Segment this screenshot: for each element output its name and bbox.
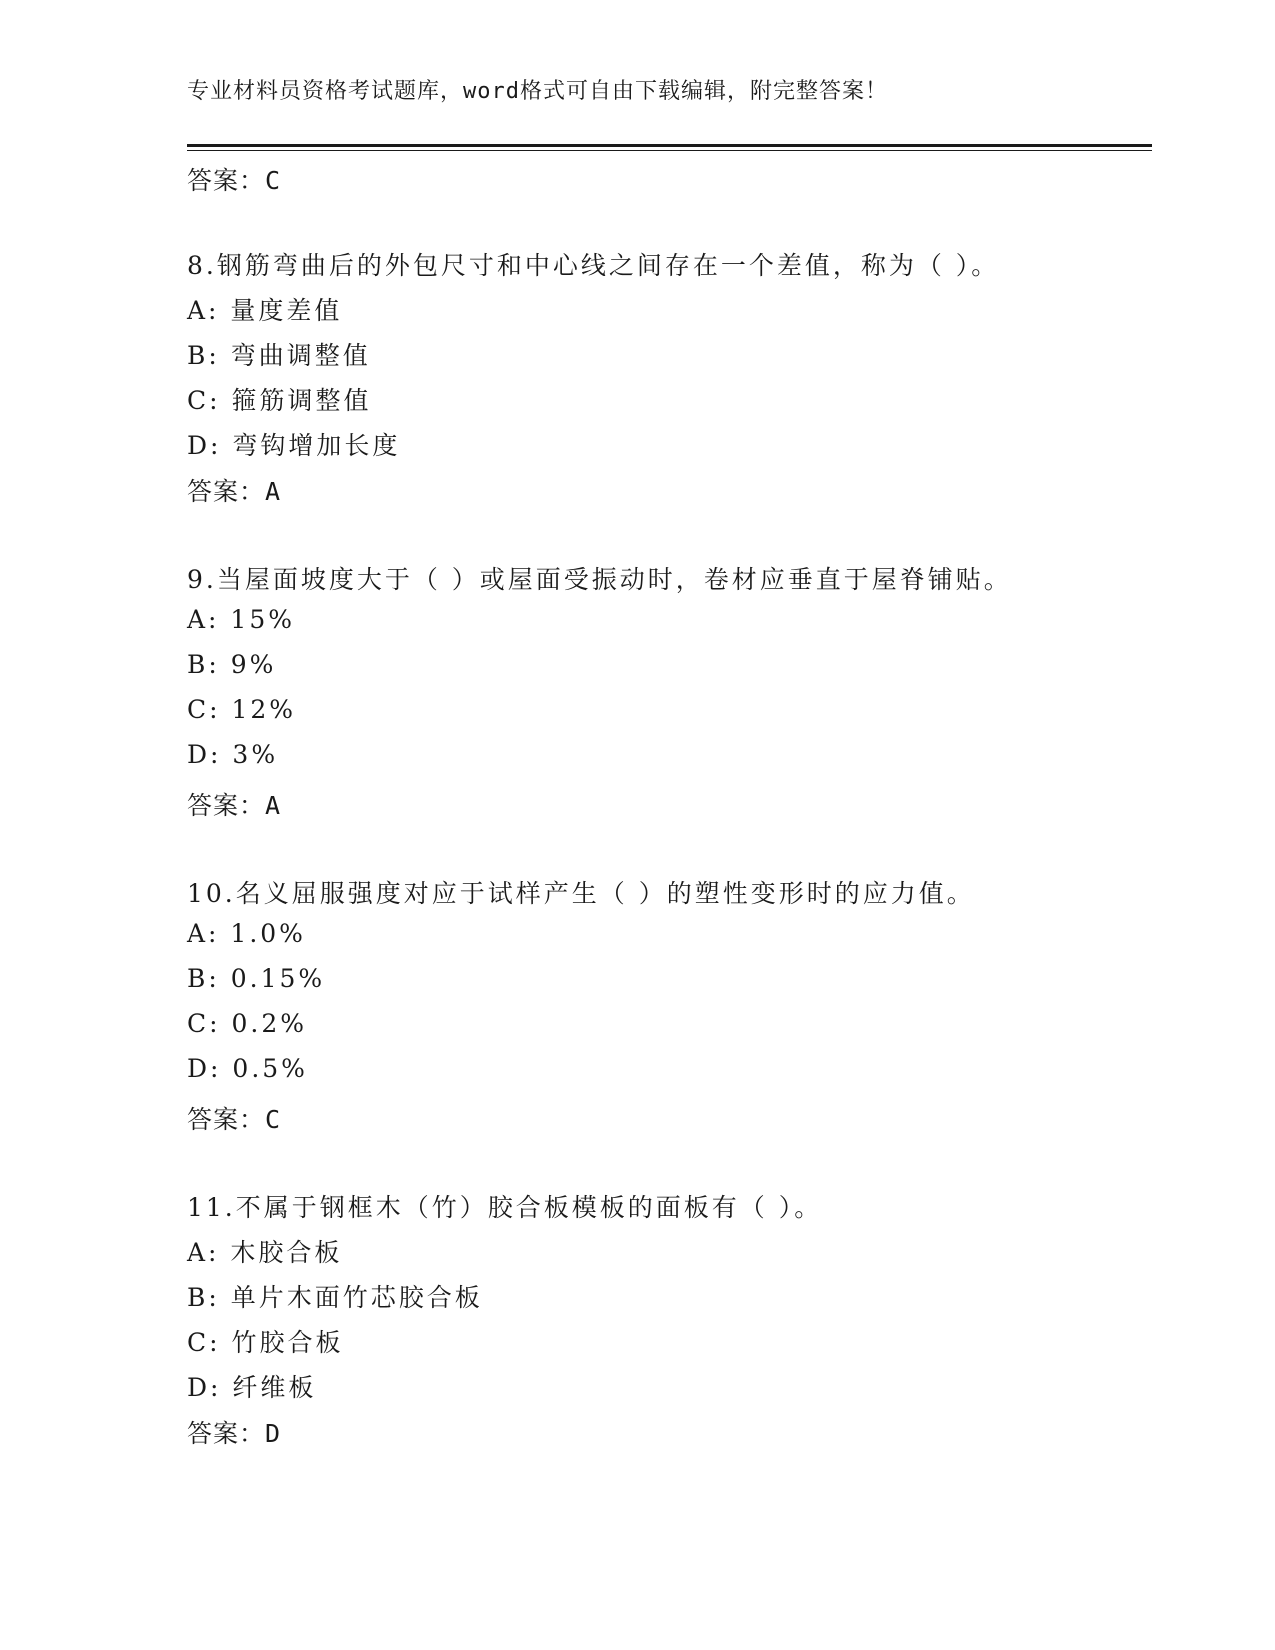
option-a: A: 量度差值 <box>187 296 343 325</box>
option-b: B: 弯曲调整值 <box>187 341 371 370</box>
answer-value: A <box>265 477 282 506</box>
answer-line <box>187 1414 281 1450</box>
answer-value: C <box>265 166 282 195</box>
answer-value: C <box>265 1105 282 1134</box>
page-header: 专业材料员资格考试题库，word格式可自由下载编辑，附完整答案！ <box>187 79 888 104</box>
answer-line <box>187 161 281 197</box>
option-d: D: 0.5% <box>187 1054 308 1083</box>
option-c: C: 0.2% <box>187 1009 308 1038</box>
answer-label: 答案： <box>187 791 266 820</box>
option-c: C: 箍筋调整值 <box>187 386 372 415</box>
option-c: C: 12% <box>187 695 297 724</box>
answer-value: A <box>265 791 282 820</box>
option-a: A: 1.0% <box>187 919 306 948</box>
answer-label: 答案： <box>187 477 266 506</box>
answer-label: 答案： <box>187 166 266 195</box>
option-b: B: 0.15% <box>187 964 326 993</box>
option-d: D: 弯钩增加长度 <box>187 431 401 460</box>
option-b: B: 9% <box>187 650 277 679</box>
answer-line <box>187 786 281 822</box>
answer-label: 答案： <box>187 1419 266 1448</box>
option-c: C: 竹胶合板 <box>187 1328 344 1357</box>
option-d: D: 3% <box>187 740 279 769</box>
question-stem: 9.当屋面坡度大于（ ）或屋面受振动时，卷材应垂直于屋脊铺贴。 <box>187 565 1012 594</box>
option-a: A: 木胶合板 <box>187 1238 343 1267</box>
option-b: B: 单片木面竹芯胶合板 <box>187 1283 483 1312</box>
header-rule-thin <box>187 150 1152 151</box>
answer-value: D <box>265 1419 282 1448</box>
answer-line <box>187 1100 281 1136</box>
question-stem: 10.名义屈服强度对应于试样产生（ ）的塑性变形时的应力值。 <box>187 879 975 908</box>
question-stem: 11.不属于钢框木（竹）胶合板模板的面板有（ ）。 <box>187 1193 823 1222</box>
option-d: D: 纤维板 <box>187 1373 317 1402</box>
answer-label: 答案： <box>187 1105 266 1134</box>
answer-line <box>187 472 281 508</box>
question-stem: 8.钢筋弯曲后的外包尺寸和中心线之间存在一个差值，称为（ ）。 <box>187 251 1000 280</box>
option-a: A: 15% <box>187 605 295 634</box>
header-rule-thick <box>187 144 1152 147</box>
